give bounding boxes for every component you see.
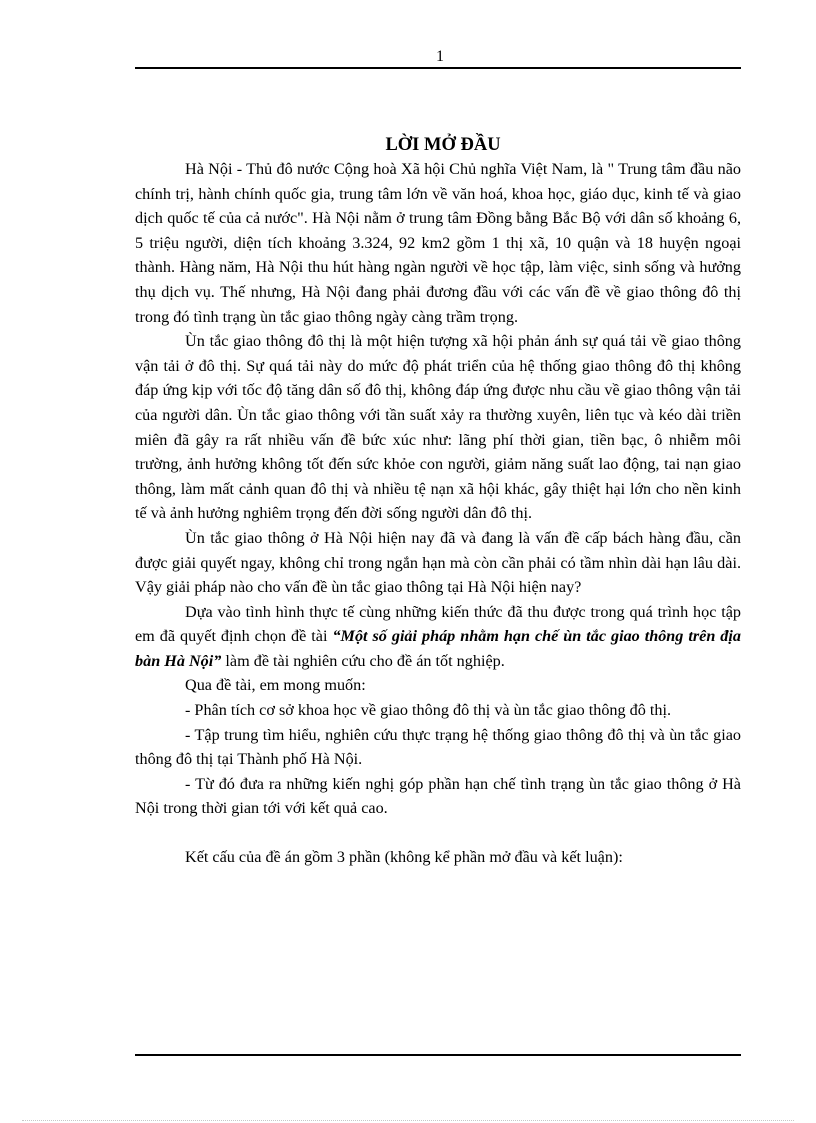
topic-lead-text: Dựa vào tình hình thực tế cùng những kiến thức đã thu được trong quá trình học tập em đã quyết định chọn đề tài <box>135 602 741 646</box>
thesis-topic-title: “Một số giải pháp nhằm hạn chế ùn tắc giao thông trên địa bàn Hà Nội” <box>135 627 741 670</box>
document-body <box>135 133 741 870</box>
goal-item: - Từ đó đưa ra những kiến nghị góp phần hạn chế tình trạng ùn tắc giao thông ở Hà Nội trong thời gian tới với kết quả cao. <box>135 774 741 818</box>
goal-item: - Tập trung tìm hiểu, nghiên cứu thực trạng hệ thống giao thông đô thị và ùn tắc giao thông đô thị tại Thành phố Hà Nội. <box>135 725 741 769</box>
paragraph-intro: Hà Nội - Thủ đô nước Cộng hoà Xã hội Chủ nghĩa Việt Nam, là " Trung tâm đầu não chính trị, hành chính quốc gia, trung tâm lớn về văn hoá, khoa học, giáo dục, kinh tế và giao dịch quốc tế của cả nước". Hà Nội nằm ở trung tâm Đồng bằng Bắc Bộ với dân số khoảng 6, 5 triệu người, diện tích khoảng 3.324, 92 km2 gồm 1 thị xã, 10 quận và 18 huyện ngoại thành. Hàng năm, Hà Nội thu hút hàng ngàn người về học tập, làm việc, sinh sống và hưởng thụ dịch vụ. Thế nhưng, Hà Nội đang phải đương đầu với các vấn đề về giao thông đô thị trong đó tình trạng ùn tắc giao thông ngày càng trầm trọng. <box>135 160 741 326</box>
paragraph-structure: Kết cấu của đề án gồm 3 phần (không kể phần mở đầu và kết luận): <box>185 848 623 867</box>
page-edge-divider <box>22 1120 794 1121</box>
topic-tail-text: làm đề tài nghiên cứu cho đề án tốt nghiệp. <box>221 651 505 670</box>
footer-rule <box>135 1054 741 1056</box>
paragraph-spacer <box>135 821 741 845</box>
paragraph-congestion-definition: Ùn tắc giao thông đô thị là một hiện tượng xã hội phản ánh sự quá tải về giao thông vận tải ở đô thị. Sự quá tải này do mức độ phát triển của hệ thống giao thông đô thị không đáp ứng kịp với tốc độ tăng dân số đô thị, không đáp ứng được nhu cầu về giao thông vận tải của người dân. Ùn tắc giao thông với tần suất xảy ra thường xuyên, liên tục và kéo dài triền miên đã gây ra rất nhiều vấn đề bức xúc như: lãng phí thời gian, tiền bạc, ô nhiễm môi trường, ảnh hưởng không tốt đến sức khỏe con người, giảm năng suất lao động, tai nạn giao thông, làm mất cảnh quan đô thị và nhiều tệ nạn xã hội khác, gây thiệt hại lớn cho nền kinh tế và ảnh hưởng nghiêm trọng đến đời sống người dân đô thị. <box>135 332 741 523</box>
document-title: LỜI MỞ ĐẦU <box>385 135 501 155</box>
paragraph-topic-selection <box>135 600 741 674</box>
header-rule <box>135 67 741 69</box>
paragraph-urgency: Ùn tắc giao thông ở Hà Nội hiện nay đã và đang là vấn đề cấp bách hàng đầu, cần được giải quyết ngay, không chỉ trong ngắn hạn mà còn cần phải có tầm nhìn dài hạn lâu dài. Vậy giải pháp nào cho vấn đề ùn tắc giao thông tại Hà Nội hiện nay? <box>135 528 741 597</box>
goal-item: - Phân tích cơ sở khoa học về giao thông đô thị và ùn tắc giao thông đô thị. <box>185 701 672 720</box>
paragraph-goals-intro: Qua đề tài, em mong muốn: <box>185 676 366 695</box>
page-number: 1 <box>436 48 444 65</box>
